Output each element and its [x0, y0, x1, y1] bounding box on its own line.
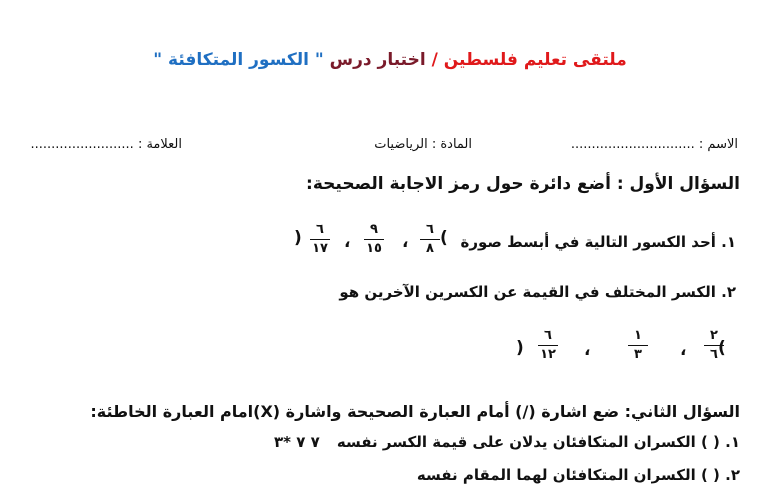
question-1-heading: السؤال الأول : أضع دائرة حول رمز الاجابة الصحيحة:	[306, 174, 740, 194]
separator: ،	[344, 232, 351, 252]
fraction-numerator: ١	[634, 328, 642, 343]
fraction-bar	[310, 239, 330, 240]
q2-item-2	[417, 466, 740, 484]
q2-item-2-answer-box[interactable]: ( )	[700, 466, 720, 484]
q1-item-1-close-paren: )	[294, 228, 302, 248]
fraction-bar	[628, 345, 648, 346]
q1-item-2-option-3[interactable]	[534, 328, 562, 363]
q2-item-1-handwritten-note: ٧ ٧ *٣	[274, 433, 320, 451]
fraction-bar	[704, 345, 724, 346]
fraction-denominator: ٨	[426, 241, 434, 256]
name-field[interactable]: الاسم : ..............................	[570, 137, 738, 152]
q2-item-2-text: الكسران المتكافئان لهما المقام نفسه	[416, 466, 696, 484]
q2-item-2-number: ٢.	[725, 466, 740, 484]
question-2-heading: السؤال الثاني: ضع اشارة (/) أمام العبارة الصحيحة واشارة (X)امام العبارة الخاطئة:	[90, 402, 740, 421]
separator: ،	[584, 340, 591, 360]
separator: ،	[402, 232, 409, 252]
q1-item-2-option-1[interactable]	[700, 328, 728, 363]
fraction-numerator: ٦	[316, 222, 324, 237]
separator: ،	[680, 340, 687, 360]
q1-item-1-option-2[interactable]	[360, 222, 388, 257]
title-exam: اختبار درس	[323, 50, 426, 70]
q1-item-2-text: ٢. الكسر المختلف في القيمة عن الكسرين الآخرين هو	[339, 283, 736, 301]
q1-item-1-text: ١. أحد الكسور التالية في أبسط صورة	[460, 233, 736, 251]
q2-item-1-number: ١.	[725, 433, 740, 451]
fraction-denominator: ١٢	[540, 347, 556, 362]
fraction-numerator: ٦	[426, 222, 434, 237]
fraction-denominator: ١٧	[312, 241, 328, 256]
page-title	[0, 50, 780, 70]
fraction-denominator: ٣	[634, 347, 642, 362]
title-topic: " الكسور المتكافئة "	[153, 50, 324, 70]
fraction-denominator: ٦	[710, 347, 718, 362]
fraction-bar	[538, 345, 558, 346]
q2-item-1	[337, 433, 740, 451]
q1-item-2-close-paren: )	[516, 338, 524, 358]
q1-item-2-open-paren: (	[718, 338, 726, 358]
fraction-bar	[420, 239, 440, 240]
q1-item-1-option-3[interactable]	[306, 222, 334, 257]
fraction-bar	[364, 239, 384, 240]
fraction-numerator: ٦	[544, 328, 552, 343]
q2-item-1-text: الكسران المتكافئان يدلان على قيمة الكسر نفسه	[336, 433, 696, 451]
q1-item-2-option-2[interactable]	[624, 328, 652, 363]
q1-item-1-open-paren: (	[440, 228, 448, 248]
subject-label: المادة : الرياضيات	[374, 137, 472, 152]
mark-field[interactable]: العلامة : .........................	[30, 137, 182, 152]
fraction-numerator: ٩	[370, 222, 378, 237]
fraction-numerator: ٢	[710, 328, 718, 343]
fraction-denominator: ١٥	[366, 241, 382, 256]
title-source: ملتقى تعليم فلسطين /	[425, 50, 627, 70]
q1-item-1-option-1[interactable]	[416, 222, 444, 257]
q2-item-1-answer-box[interactable]: ( )	[700, 433, 720, 451]
